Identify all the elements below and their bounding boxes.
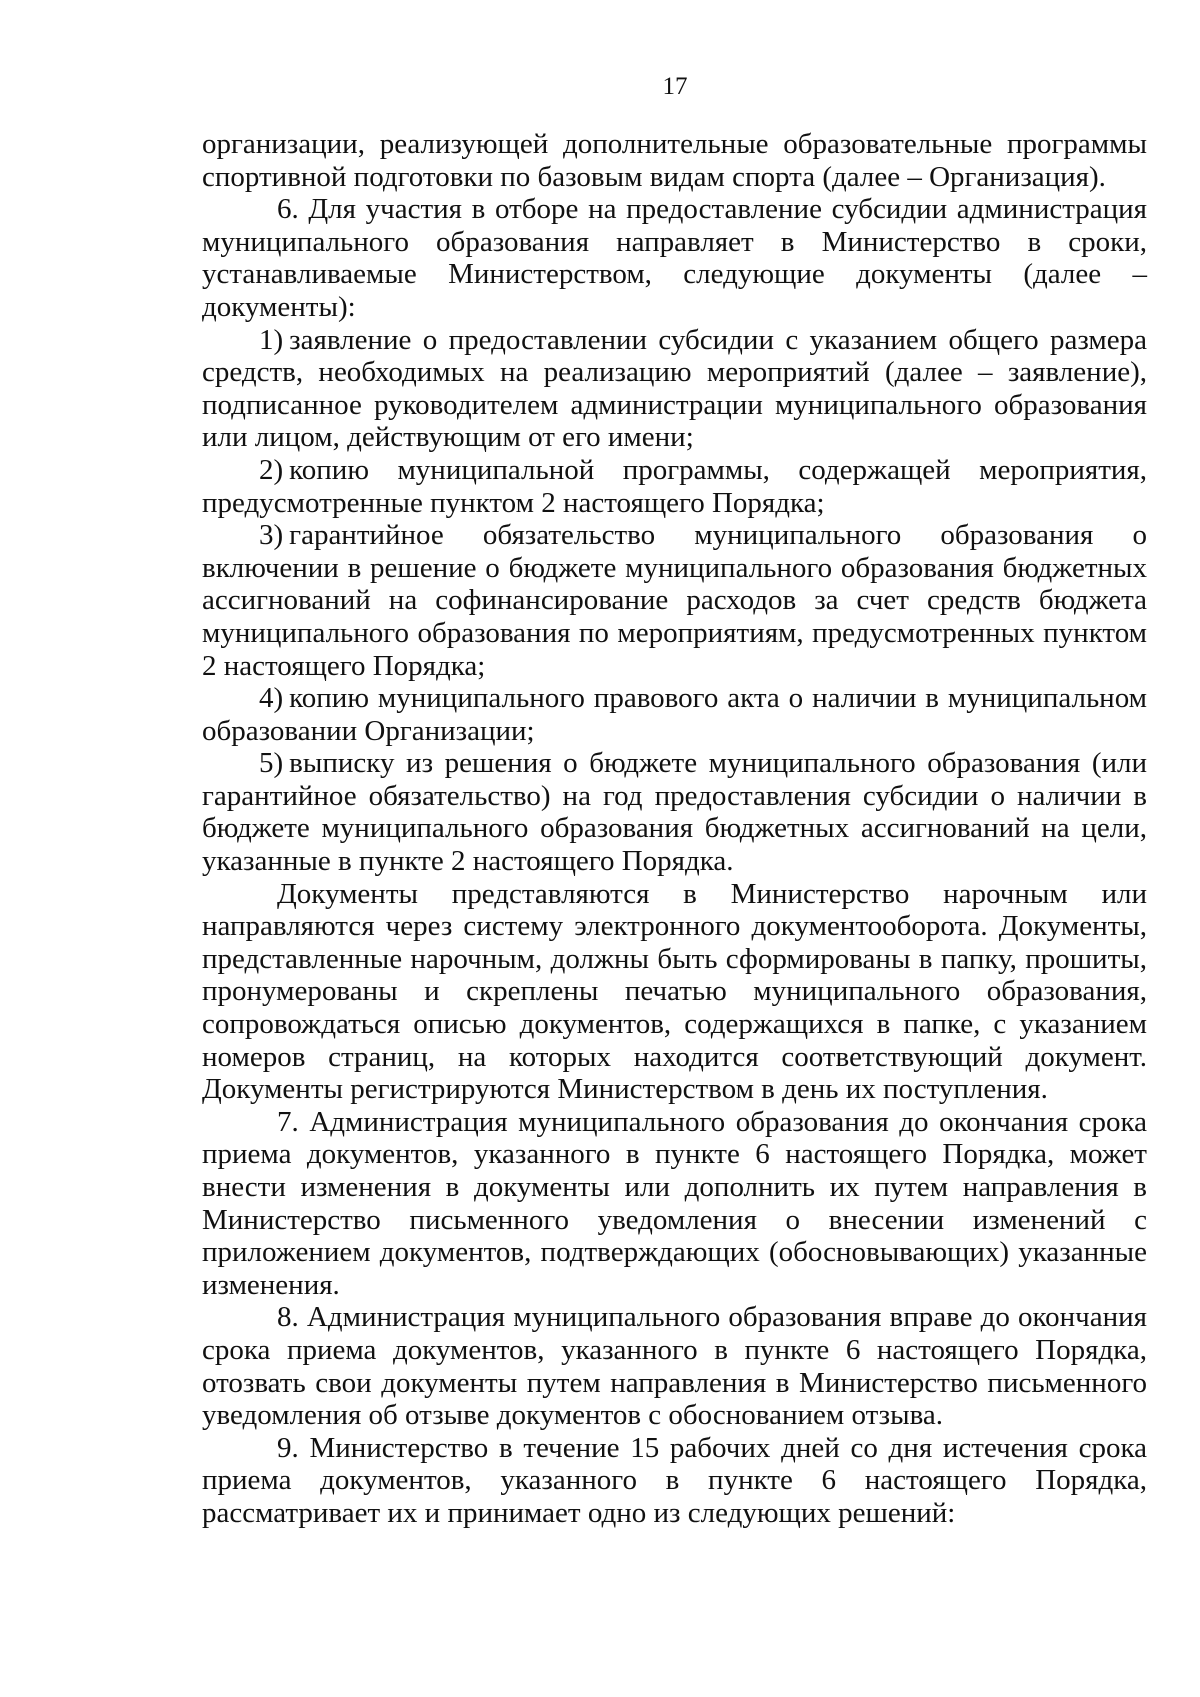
document-body <box>202 128 1147 1530</box>
list-item-number: 1) <box>259 323 284 356</box>
paragraph-documents: Документы представляются в Министерство нарочным или направляются через систему электронного документооборота. Документы, представленные нарочным, должны быть сформированы в папку, прошиты, пронумерованы и скреплены печатью муниципального образования, сопровождаться описью документов, содержащихся в папке, с указанием номеров страниц, на которых находится соответствующий документ. Документы регистрируются Министерством в день их поступления. <box>202 877 1147 1106</box>
list-item-number: 2) <box>259 453 284 486</box>
list-item <box>202 747 1147 877</box>
list-item <box>202 324 1147 454</box>
paragraph-clause-9: 9. Министерство в течение 15 рабочих дней со дня истечения срока приема документов, указанного в пункте 6 настоящего Порядка, рассматривает их и принимает одно из следующих решений: <box>202 1431 1147 1529</box>
page-number: 17 <box>662 73 688 100</box>
list-item-text: гарантийное обязательство муниципального образования о включении в решение о бюджете муниципального образования бюджетных ассигнований на софинансирование расходов за счет средств бюджета муниципального образования по мероприятиям, предусмотренных пунктом 2 настоящего Порядка; <box>202 519 1147 682</box>
list-item <box>202 519 1147 682</box>
list-item-number: 3) <box>259 519 284 552</box>
paragraph-clause-7: 7. Администрация муниципального образования до окончания срока приема документов, указанного в пункте 6 настоящего Порядка, может внести изменения в документы или дополнить их путем направления в Министерство письменного уведомления о внесении изменений с приложением документов, подтверждающих (обосновывающих) указанные изменения. <box>202 1105 1147 1301</box>
list-item-text: выписку из решения о бюджете муниципального образования (или гарантийное обязательство) на год предоставления субсидии о наличии в бюджете муниципального образования бюджетных ассигнований на цели, указанные в пункте 2 настоящего Порядка. <box>202 747 1147 878</box>
list-item <box>202 454 1147 519</box>
list-item-text: заявление о предоставлении субсидии с указанием общего размера средств, необходимых на реализацию мероприятий (далее – заявление), подписанное руководителем администрации муниципального образования или лицом, действующим от его имени; <box>202 323 1147 454</box>
list-item-number: 5) <box>259 747 284 780</box>
list-item <box>202 682 1147 747</box>
paragraph-clause-8: 8. Администрация муниципального образования вправе до окончания срока приема документов, указанного в пункте 6 настоящего Порядка, отозвать свои документы путем направления в Министерство письменного уведомления об отзыве документов с обоснованием отзыва. <box>202 1301 1147 1432</box>
list-item-text: копию муниципальной программы, содержащей мероприятия, предусмотренные пунктом 2 настоящего Порядка; <box>202 453 1147 519</box>
paragraph-clause-6: 6. Для участия в отборе на предоставление субсидии администрация муниципального образования направляет в Министерство в сроки, устанавливаемые Министерством, следующие документы (далее – документы): <box>202 193 1147 323</box>
list-item-text: копию муниципального правового акта о наличии в муниципальном образовании Организации; <box>202 682 1147 747</box>
list-item-number: 4) <box>259 682 284 715</box>
paragraph: организации, реализующей дополнительные образовательные программы спортивной подготовки по базовым видам спорта (далее – Организация). <box>202 128 1147 193</box>
